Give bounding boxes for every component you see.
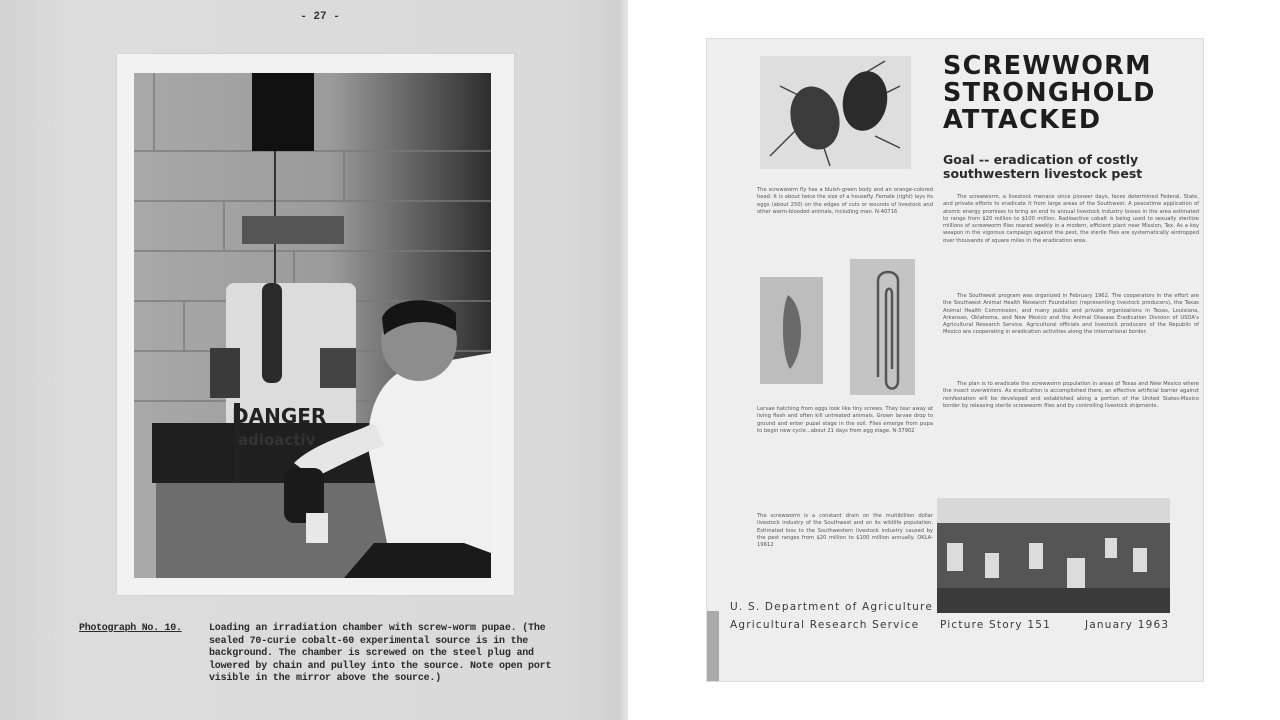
- body-paragraph: The screwworm, a livestock menace since pioneer days, faces determined Federal, State, and private efforts to eradicate it from large areas of the Southwest. A peacetime application of atomic energy promises to bring an end to annual livestock industry losses in the area estimated to range from $20 million to $100 million. Radioactive cobalt is being used to sexually sterilize millions of screwworm flies reared weekly in a modern, efficient plant near Mission, Tex. As a key weapon in the vigorous campaign against the pest, the sterile flies are systematically airdropped over thousands of square miles in the eradication area.: [943, 194, 1199, 244]
- fly-right: [838, 68, 892, 135]
- fly-caption: The screwworm fly has a bluish-green body and an orange-colored head. It is about twice the size of a housefly. Female (right) lays its eggs (about 250) on the edges of cuts or wounds of livestock and other warm-blooded animals, including man. N-40716: [757, 187, 933, 215]
- body-paragraph: The plan is to eradicate the screwworm population in areas of Texas and New Mexico where the insect overwinters. As eradication is accomplished there, an effective artificial barrier against reinfestation will be developed and established along a portion of the United States-Mexico border by releasing sterile screwworm flies and by controlling livestock shipments.: [943, 381, 1199, 409]
- radioactive-sign-text: adioactiv: [238, 431, 316, 449]
- footer-service: Agricultural Research Service: [730, 619, 920, 631]
- margin-strip: [707, 611, 719, 681]
- paper-clip: [878, 272, 898, 389]
- cattle-herd-photo: [937, 498, 1170, 613]
- headline-line: SCREWWORM: [943, 51, 1152, 81]
- mirror-window: [252, 73, 314, 151]
- larva-caption: Larvae hatching from eggs look like tiny screws. They tear away at living flesh and often kill untreated animals. Grown larvae drop to ground and enter pupal stage in the soil. Flies emerge from pupa to begin new cycle...about 21 days from egg stage. N-37902: [757, 406, 933, 434]
- headline-line: STRONGHOLD: [943, 78, 1156, 108]
- paper-clip-photo: [850, 259, 915, 395]
- right-document-page: [706, 38, 1204, 682]
- footer-picture-story: Picture Story 151: [940, 619, 1051, 631]
- danger-sign-text: DANGER: [232, 404, 327, 428]
- left-document-page: [0, 0, 623, 720]
- screwworm-flies-photo: [760, 56, 911, 169]
- pulley-bracket: [242, 216, 344, 244]
- larva: [783, 295, 801, 369]
- subheadline: Goal -- eradication of costly southwestern livestock pest: [943, 152, 1143, 181]
- caption-text: Loading an irradiation chamber with screw-worm pupae. (The sealed 70-curie cobalt-60 experimental source is in the background. The chamber is screwed on the steel plug and lowered by chain and pulley into the source. Note open port visible in the mirror above the source.): [209, 623, 552, 684]
- chamber-cylinder: [262, 283, 282, 383]
- headline: [943, 53, 1203, 134]
- larva-photo: [760, 277, 823, 384]
- cattle-caption: The screwworm is a constant drain on the multibillion dollar livestock industry of the Southwest and on its wildlife population. Estimated loss to the Southwestern livestock industry caused by the pest ranges from $20 million to $100 million annually. OKLA-19612: [757, 513, 933, 549]
- headline-line: ATTACKED: [943, 105, 1102, 135]
- photo-illustration: [134, 73, 491, 578]
- footer-department: U. S. Department of Agriculture: [730, 601, 933, 613]
- caption-label: Photograph No. 10.: [79, 623, 182, 634]
- page-edge: [618, 0, 628, 720]
- photo-mount: [117, 54, 514, 595]
- page-number: - 27 -: [300, 11, 340, 23]
- footer-date: January 1963: [1085, 619, 1170, 631]
- body-paragraph: The Southwest program was organized in February 1962. The cooperators in the effort are the Southwest Animal Health Research Foundation (representing livestock producers), the Texas Animal Health Commission, and many public and private organizations in Texas, Louisiana, Arkansas, Oklahoma, and New Mexico and the Animal Disease Eradication Division of USDA's Agricultural Research Service. Agricultural officials and livestock producers of the Republic of Mexico are cooperating in eradication activities along the international border.: [943, 293, 1199, 336]
- irradiation-chamber-photo: [134, 73, 491, 578]
